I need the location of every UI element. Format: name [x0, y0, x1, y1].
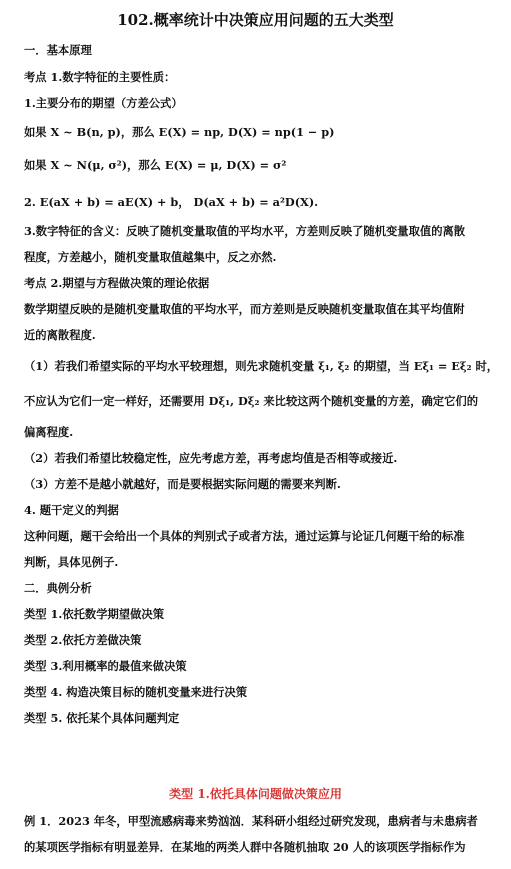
- point-1-heading: 考点 1.数字特征的主要性质：: [24, 70, 176, 84]
- example-1-line-1: 例 1．2023 年冬，甲型流感病毒来势汹汹．某科研小组经过研究发现，患病者与未患病者: [24, 814, 478, 828]
- type-4-item: 类型 4. 构造决策目标的随机变量来进行决策: [24, 685, 248, 699]
- point-4-heading: 4. 题干定义的判据: [24, 503, 119, 517]
- item-3: （3）方差不是越小就越好，而是要根据实际问题的需要来判断.: [24, 477, 341, 491]
- heading-basic-principles: 一．基本原理: [24, 43, 92, 57]
- heading-examples: 二．典例分析: [24, 581, 92, 595]
- paragraph-expectation-line-2: 近的离散程度.: [24, 328, 96, 342]
- subheading-distribution-expectation: 1.主要分布的期望（方差公式）: [24, 96, 183, 110]
- item-1-line-3: 偏离程度.: [24, 425, 74, 439]
- example-1-line-2: 的某项医学指标有明显差异．在某地的两类人群中各随机抽取 20 人的该项医学指标作为: [24, 840, 466, 854]
- point-2-heading: 考点 2.期望与方程做决策的理论依据: [24, 276, 210, 290]
- paragraph-meaning-line-1: 3.数字特征的含义：反映了随机变量取值的平均水平，方差则反映了随机变量取值的离散: [24, 224, 466, 238]
- formula-linear-properties: 2. E(aX + b) = aE(X) + b， D(aX + b) = a²D(X).: [24, 195, 319, 209]
- section-title-type-1: 类型 1.依托具体问题做决策应用: [169, 787, 342, 801]
- type-3-item: 类型 3.利用概率的最值来做决策: [24, 659, 187, 673]
- type-2-item: 类型 2.依托方差做决策: [24, 633, 142, 647]
- page-title: 102.概率统计中决策应用问题的五大类型: [117, 11, 394, 29]
- paragraph-criterion-line-1: 这种问题，题干会给出一个具体的判别式子或者方法，通过运算与论证几何题干给的标准: [24, 529, 465, 543]
- paragraph-meaning-line-2: 程度，方差越小，随机变量取值越集中，反之亦然.: [24, 250, 277, 264]
- item-2: （2）若我们希望比较稳定性，应先考虑方差，再考虑均值是否相等或接近.: [24, 451, 398, 465]
- type-5-item: 类型 5. 依托某个具体问题判定: [24, 711, 180, 725]
- item-1-line-2: 不应认为它们一定一样好，还需要用 Dξ₁, Dξ₂ 来比较这两个随机变量的方差，确定它们的: [24, 394, 478, 408]
- formula-normal: 如果 X ~ N(μ, σ²)，那么 E(X) = μ, D(X) = σ²: [24, 158, 287, 172]
- paragraph-expectation-line-1: 数学期望反映的是随机变量取值的平均水平，而方差则是反映随机变量取值在其平均值附: [24, 302, 465, 316]
- type-1-item: 类型 1.依托数学期望做决策: [24, 607, 164, 621]
- item-1-line-1: （1）若我们希望实际的平均水平较理想，则先求随机变量 ξ₁, ξ₂ 的期望，当 Eξ₁ = Eξ₂ 时，: [24, 359, 499, 373]
- formula-binomial: 如果 X ~ B(n, p)，那么 E(X) = np, D(X) = np(1 − p): [24, 125, 335, 139]
- paragraph-criterion-line-2: 判断，具体见例子.: [24, 555, 119, 569]
